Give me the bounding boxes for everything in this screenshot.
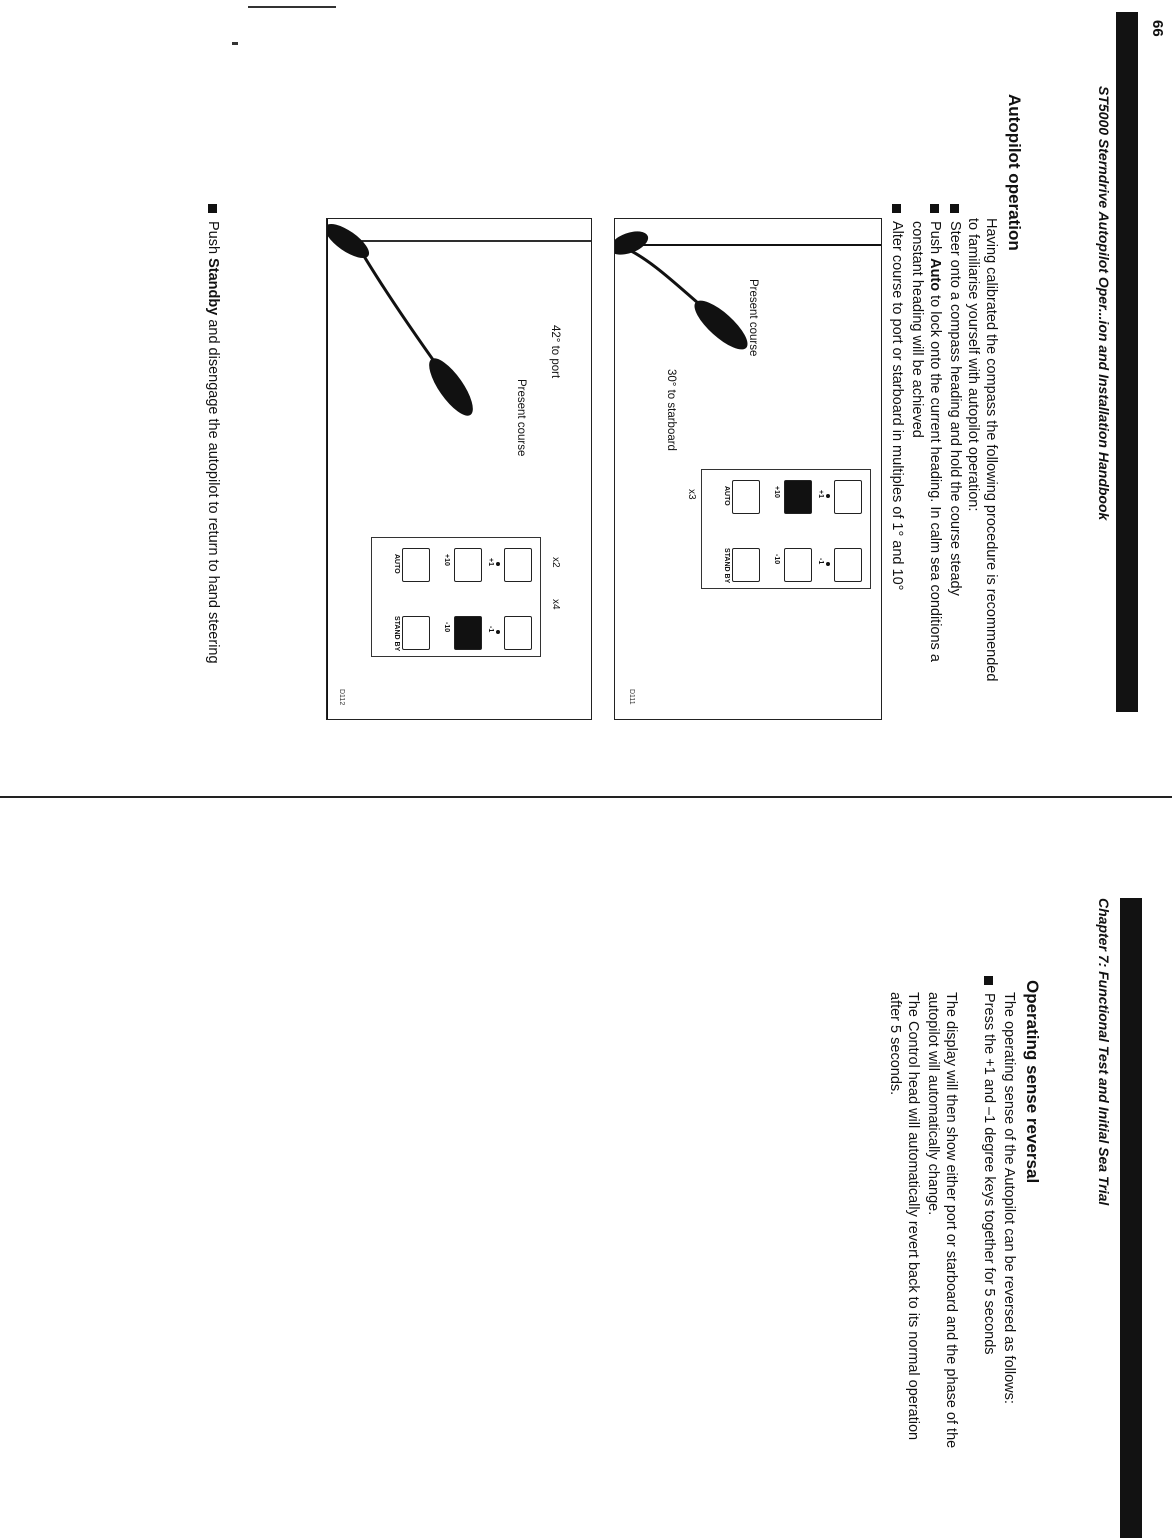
press-multiplier: x2 [550, 557, 561, 568]
header-bar [1120, 898, 1142, 1538]
key-label: STAND BY [393, 616, 400, 652]
scan-artifact [232, 42, 238, 45]
intro-line-2: to familiarise yourself with autopilot operation: [965, 218, 981, 512]
step-2 [926, 204, 944, 662]
intro: The operating sense of the Autopilot can be reversed as follows: [1001, 992, 1017, 1404]
para-2-line-1: The Control head will automatically revert back to its normal operation [905, 992, 921, 1441]
control-keypad [701, 469, 871, 589]
key-label: STAND BY [723, 548, 730, 584]
step-2-bold: Auto [927, 258, 943, 292]
key-label: AUTO [723, 486, 730, 506]
step-4-pre: Push [205, 221, 221, 259]
running-header: ST5000 Sterndrive Autopilot Oper...ion and Installation Handbook [1096, 86, 1112, 521]
figure-port [326, 218, 592, 720]
auto-key[interactable] [732, 480, 760, 514]
step-2-line-2: constant heading will be achieved [909, 221, 925, 438]
step-4-bold: Standby [205, 258, 221, 316]
key-label: -1 [487, 626, 494, 633]
key-label: -1 [817, 558, 824, 565]
section-title: Autopilot operation [1005, 94, 1024, 251]
plus-ten-key[interactable] [784, 480, 812, 514]
standby-key[interactable] [732, 548, 760, 582]
standby-key[interactable] [402, 616, 430, 650]
page-fold-line [0, 796, 1172, 798]
step-1 [980, 976, 998, 1355]
press-multiplier: x4 [550, 599, 561, 610]
led-dot [826, 562, 830, 566]
minus-ten-key[interactable] [784, 548, 812, 582]
present-course-label: Present course [747, 279, 759, 357]
para-1-line-2: autopilot will automatically change. [925, 992, 941, 1216]
step-1 [946, 204, 964, 596]
header-bar [1116, 12, 1138, 712]
step-4-post: and disengage the autopilot to return to hand steering [205, 315, 221, 664]
key-label: +10 [773, 486, 780, 498]
plus-one-key[interactable] [504, 548, 532, 582]
auto-key[interactable] [402, 548, 430, 582]
control-keypad [371, 537, 541, 657]
scan-artifact [248, 6, 336, 8]
step-1-text: Steer onto a compass heading and hold the course steady [947, 221, 963, 596]
step-3-text: Alter course to port or starboard in multiples of 1° and 10° [889, 221, 905, 591]
key-label: -10 [773, 554, 780, 565]
page-number: 66 [1149, 20, 1166, 37]
para-1-line-1: The display will then show either port or starboard and the phase of the [943, 992, 959, 1449]
present-course-label: Present course [515, 379, 527, 457]
led-dot [826, 494, 830, 498]
figure-id: D112 [338, 689, 345, 706]
bullet-icon [892, 204, 901, 213]
step-1-text: Press the +1 and –1 degree keys together for 5 seconds [981, 993, 997, 1355]
heading-label: 42° to port [549, 325, 561, 379]
section-title: Operating sense reversal [1023, 980, 1042, 1184]
minus-one-key[interactable] [504, 616, 532, 650]
step-2-post: to lock onto the current heading. In calm sea conditions a [927, 291, 943, 662]
led-dot [496, 562, 500, 566]
running-header: Chapter 7: Functional Test and Initial Sea Trial [1096, 898, 1112, 1206]
para-2-line-2: after 5 seconds. [887, 992, 903, 1096]
key-label: +1 [487, 558, 494, 566]
minus-one-key[interactable] [834, 548, 862, 582]
key-label: +1 [817, 490, 824, 498]
bullet-icon [208, 204, 217, 213]
key-label: AUTO [393, 554, 400, 574]
bullet-icon [930, 204, 939, 213]
figure-id: D111 [628, 689, 635, 705]
key-label: +10 [443, 554, 450, 566]
step-3 [888, 204, 906, 590]
heading-label: 30° to starboard [665, 369, 677, 451]
step-4 [204, 204, 222, 664]
bullet-icon [984, 976, 993, 985]
minus-ten-key[interactable] [454, 616, 482, 650]
right-page [0, 780, 1172, 1540]
step-2-pre: Push [927, 221, 943, 259]
press-multiplier: x3 [686, 489, 697, 500]
key-label: -10 [443, 622, 450, 633]
figure-starboard [614, 218, 882, 720]
intro-line-1: Having calibrated the compass the following procedure is recommended [983, 218, 999, 682]
bullet-icon [950, 204, 959, 213]
led-dot [496, 630, 500, 634]
plus-one-key[interactable] [834, 480, 862, 514]
plus-ten-key[interactable] [454, 548, 482, 582]
